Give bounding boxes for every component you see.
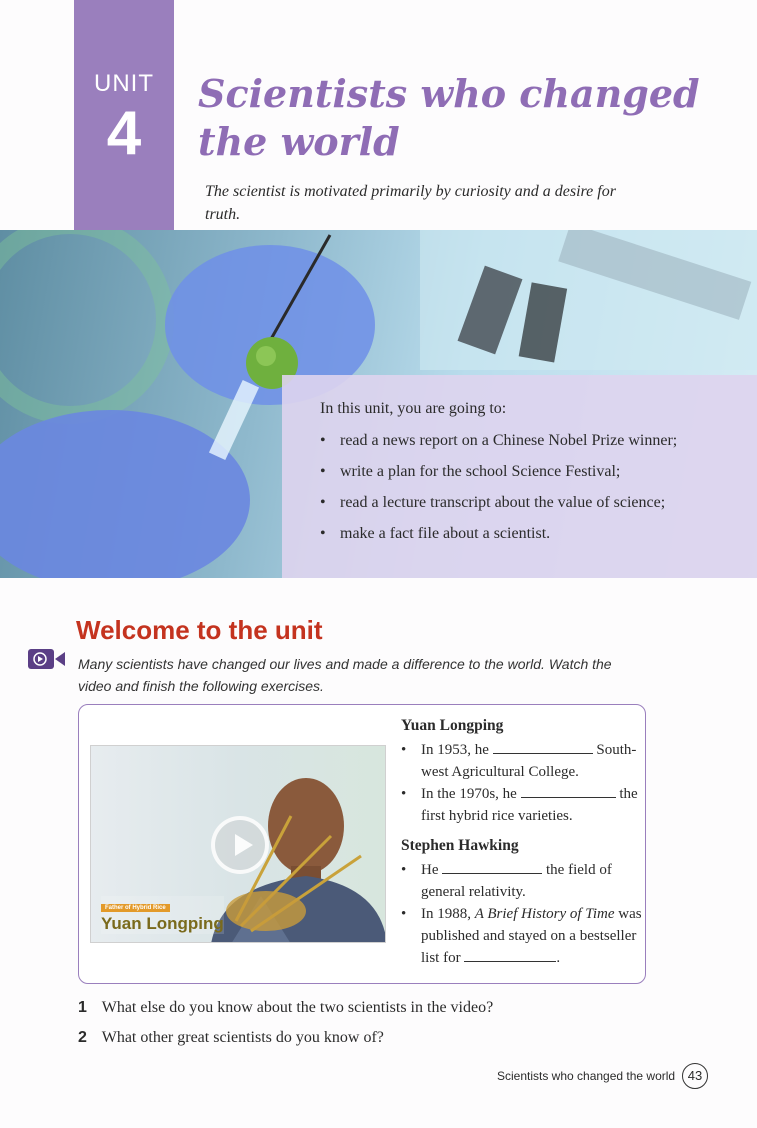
answer-blank[interactable] <box>442 860 542 874</box>
fact-text: In 1988, <box>421 906 471 922</box>
quote-text: The scientist is motivated primarily by curiosity and a desire for truth. <box>205 183 616 223</box>
objective-item: • read a lecture transcript about the value of science; <box>320 494 757 512</box>
fact-text: . <box>556 950 561 966</box>
video-name: Yuan Longping <box>101 914 224 933</box>
unit-title-line1: Scientists who changed <box>198 71 700 116</box>
question-item <box>78 1023 493 1053</box>
unit-tab <box>74 0 174 230</box>
fact-text: was published and stayed on a bestseller list for <box>421 906 642 966</box>
fact-list-hawking <box>401 859 646 969</box>
fact-text: the first hybrid rice varieties. <box>421 786 638 824</box>
fact-item <box>401 903 646 969</box>
fact-list-yuan <box>401 739 646 827</box>
section-title: Welcome to the unit <box>76 615 323 645</box>
question-number: 1 <box>78 999 87 1016</box>
instructions: Many scientists have changed our lives and made a difference to the world. Watch the video and finish the following exercises. <box>78 656 612 694</box>
video-camera-icon <box>28 648 66 670</box>
question-text: What else do you know about the two scientists in the video? <box>101 999 494 1016</box>
objective-item: • make a fact file about a scientist. <box>320 525 757 543</box>
book-title: A Brief History of Time <box>474 906 615 922</box>
fact-text: South-west Agricultural College. <box>421 742 637 780</box>
hero-image <box>0 230 757 578</box>
video-subtitle: Father of Hybrid Rice <box>101 904 170 912</box>
answer-blank[interactable] <box>464 948 556 962</box>
fact-item <box>401 859 646 903</box>
objectives-list <box>320 432 757 543</box>
video-caption <box>101 896 224 934</box>
answer-blank[interactable] <box>493 740 593 754</box>
unit-label: UNIT <box>94 70 154 97</box>
unit-title <box>198 70 718 166</box>
discussion-questions <box>78 993 493 1053</box>
unit-number: 4 <box>106 99 142 168</box>
video-thumbnail[interactable] <box>90 745 386 943</box>
answer-blank[interactable] <box>521 784 616 798</box>
play-button[interactable] <box>211 816 269 874</box>
page-number: 43 <box>682 1063 708 1089</box>
objective-item: • read a news report on a Chinese Nobel Prize winner; <box>320 432 757 450</box>
objectives-intro: In this unit, you are going to: <box>320 400 507 417</box>
question-item <box>78 993 493 1023</box>
unit-title-line2: the world <box>198 119 400 164</box>
fact-text: In 1953, he <box>421 742 489 758</box>
fact-heading-yuan: Yuan Longping <box>401 717 504 734</box>
question-number: 2 <box>78 1029 87 1046</box>
exercise-box <box>78 704 646 984</box>
fact-item <box>401 739 646 783</box>
facts-column <box>401 715 646 977</box>
fact-text: In the 1970s, he <box>421 786 517 802</box>
unit-objectives-panel <box>282 375 757 578</box>
question-text: What other great scientists do you know of? <box>101 1029 384 1046</box>
footer-title: Scientists who changed the world <box>497 1069 676 1083</box>
fact-item <box>401 783 646 827</box>
objective-item: • write a plan for the school Science Festival; <box>320 463 757 481</box>
fact-text: the field of general relativity. <box>421 862 612 900</box>
fact-text: He <box>421 862 439 878</box>
fact-heading-hawking: Stephen Hawking <box>401 837 519 854</box>
